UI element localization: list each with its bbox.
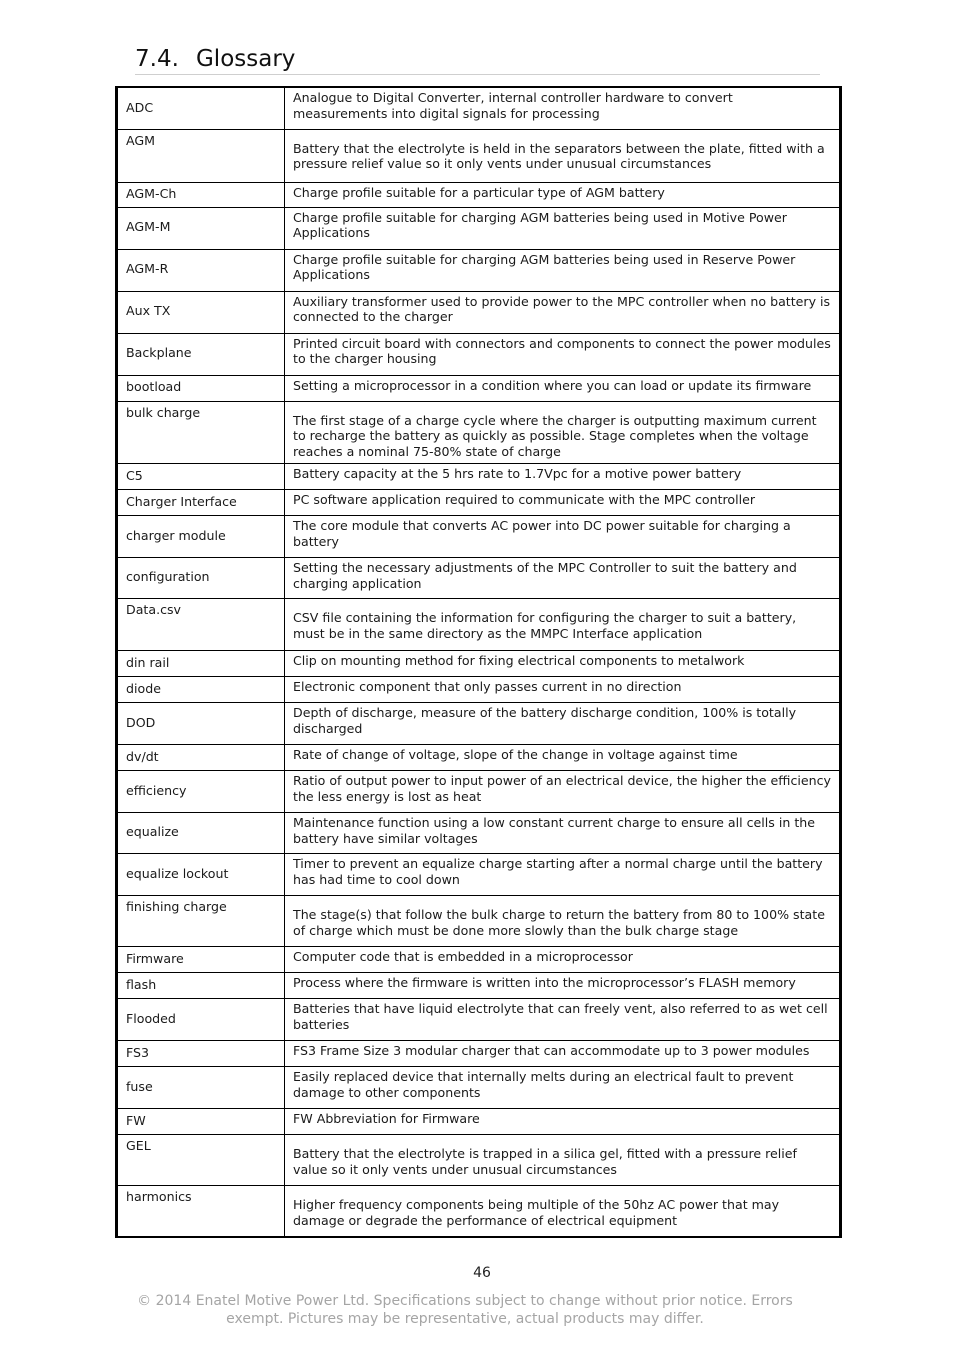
glossary-term: C5 — [117, 464, 285, 490]
section-heading — [135, 44, 820, 75]
glossary-row — [117, 1067, 841, 1109]
glossary-definition: The core module that converts AC power into DC power suitable for charging a battery — [285, 516, 841, 558]
glossary-row — [117, 291, 841, 333]
glossary-definition: Easily replaced device that internally melts during an electrical fault to prevent damage to other components — [285, 1067, 841, 1109]
glossary-row — [117, 207, 841, 249]
section-title: Glossary — [195, 46, 296, 72]
glossary-term: GEL — [117, 1135, 285, 1186]
glossary-definition: Rate of change of voltage, slope of the change in voltage against time — [285, 745, 841, 771]
glossary-row — [117, 558, 841, 599]
glossary-row — [117, 464, 841, 490]
glossary-term: efficiency — [117, 771, 285, 813]
glossary-definition: Batteries that have liquid electrolyte that can freely vent, also referred to as wet cell batteries — [285, 999, 841, 1041]
glossary-definition: Maintenance function using a low constant current charge to ensure all cells in the battery have similar voltages — [285, 813, 841, 854]
glossary-definition: Timer to prevent an equalize charge starting after a normal charge until the battery has had time to cool down — [285, 854, 841, 896]
glossary-row — [117, 703, 841, 745]
glossary-row — [117, 1109, 841, 1135]
glossary-row — [117, 599, 841, 651]
glossary-definition: Computer code that is embedded in a microprocessor — [285, 947, 841, 973]
glossary-row — [117, 249, 841, 291]
glossary-term: din rail — [117, 651, 285, 677]
glossary-definition: Printed circuit board with connectors and components to connect the power modules to the charger housing — [285, 333, 841, 375]
glossary-row — [117, 745, 841, 771]
glossary-term: equalize — [117, 813, 285, 854]
glossary-table-body — [117, 87, 841, 1237]
glossary-row — [117, 771, 841, 813]
glossary-definition: FW Abbreviation for Firmware — [285, 1109, 841, 1135]
glossary-definition: Setting the necessary adjustments of the MPC Controller to suit the battery and charging application — [285, 558, 841, 599]
glossary-row — [117, 999, 841, 1041]
footer-line-2: exempt. Pictures may be representative, actual products may differ. — [226, 1311, 704, 1327]
glossary-term: Charger Interface — [117, 490, 285, 516]
glossary-term: bootload — [117, 375, 285, 401]
glossary-term: equalize lockout — [117, 854, 285, 896]
glossary-term: harmonics — [117, 1186, 285, 1237]
glossary-term: DOD — [117, 703, 285, 745]
glossary-term: bulk charge — [117, 401, 285, 464]
glossary-definition: Charge profile suitable for a particular type of AGM battery — [285, 182, 841, 207]
glossary-row — [117, 896, 841, 947]
glossary-row — [117, 677, 841, 703]
glossary-row — [117, 973, 841, 999]
glossary-term: AGM — [117, 129, 285, 182]
glossary-definition: PC software application required to communicate with the MPC controller — [285, 490, 841, 516]
glossary-row — [117, 1041, 841, 1067]
glossary-definition: Battery capacity at the 5 hrs rate to 1.7Vpc for a motive power battery — [285, 464, 841, 490]
glossary-term: configuration — [117, 558, 285, 599]
glossary-row — [117, 129, 841, 182]
glossary-term: AGM-M — [117, 207, 285, 249]
glossary-term: dv/dt — [117, 745, 285, 771]
footer-line-1: © 2014 Enatel Motive Power Ltd. Specifications subject to change without prior notice. Errors — [137, 1293, 793, 1309]
glossary-row — [117, 854, 841, 896]
glossary-definition: Ratio of output power to input power of an electrical device, the higher the efficiency the less energy is lost as heat — [285, 771, 841, 813]
section-number: 7.4. — [135, 46, 179, 72]
glossary-term: AGM-R — [117, 249, 285, 291]
glossary-term: Firmware — [117, 947, 285, 973]
glossary-definition: Clip on mounting method for fixing electrical components to metalwork — [285, 651, 841, 677]
glossary-definition: Setting a microprocessor in a condition where you can load or update its firmware — [285, 375, 841, 401]
glossary-row — [117, 375, 841, 401]
glossary-term: flash — [117, 973, 285, 999]
glossary-definition: Battery that the electrolyte is trapped in a silica gel, fitted with a pressure relief value so it only vents under unusual circumstances — [285, 1135, 841, 1186]
glossary-term: charger module — [117, 516, 285, 558]
glossary-row — [117, 813, 841, 854]
copyright-footer — [100, 1292, 830, 1328]
glossary-definition: Higher frequency components being multiple of the 50hz AC power that may damage or degrade the performance of electrical equipment — [285, 1186, 841, 1237]
glossary-definition: Analogue to Digital Converter, internal controller hardware to convert measurements into digital signals for processing — [285, 87, 841, 129]
glossary-row — [117, 947, 841, 973]
glossary-row — [117, 516, 841, 558]
glossary-definition: The first stage of a charge cycle where the charger is outputting maximum current to recharge the battery as quickly as possible. Stage completes when the voltage reaches a nominal 75-80% state of charge — [285, 401, 841, 464]
page-number: 46 — [473, 1265, 491, 1281]
glossary-term: FS3 — [117, 1041, 285, 1067]
glossary-term: AGM-Ch — [117, 182, 285, 207]
glossary-term: Backplane — [117, 333, 285, 375]
glossary-row — [117, 651, 841, 677]
glossary-term: Flooded — [117, 999, 285, 1041]
glossary-term: ADC — [117, 87, 285, 129]
glossary-definition: Battery that the electrolyte is held in the separators between the plate, fitted with a pressure relief value so it only vents under unusual circumstances — [285, 129, 841, 182]
glossary-row — [117, 490, 841, 516]
glossary-definition: Process where the firmware is written into the microprocessor’s FLASH memory — [285, 973, 841, 999]
glossary-definition: Electronic component that only passes current in no direction — [285, 677, 841, 703]
glossary-row — [117, 401, 841, 464]
glossary-row — [117, 87, 841, 129]
glossary-term: fuse — [117, 1067, 285, 1109]
glossary-definition: The stage(s) that follow the bulk charge to return the battery from 80 to 100% state of charge which must be done more slowly than the bulk charge stage — [285, 896, 841, 947]
glossary-row — [117, 1135, 841, 1186]
glossary-definition: Charge profile suitable for charging AGM batteries being used in Reserve Power Applications — [285, 249, 841, 291]
glossary-definition: Depth of discharge, measure of the battery discharge condition, 100% is totally discharged — [285, 703, 841, 745]
glossary-definition: CSV file containing the information for configuring the charger to suit a battery, must be in the same directory as the MMPC Interface application — [285, 599, 841, 651]
glossary-definition: FS3 Frame Size 3 modular charger that can accommodate up to 3 power modules — [285, 1041, 841, 1067]
glossary-definition: Auxiliary transformer used to provide power to the MPC controller when no battery is connected to the charger — [285, 291, 841, 333]
glossary-table — [115, 86, 842, 1238]
glossary-term: Aux TX — [117, 291, 285, 333]
glossary-term: diode — [117, 677, 285, 703]
glossary-definition: Charge profile suitable for charging AGM batteries being used in Motive Power Applications — [285, 207, 841, 249]
glossary-term: finishing charge — [117, 896, 285, 947]
glossary-term: FW — [117, 1109, 285, 1135]
glossary-term: Data.csv — [117, 599, 285, 651]
glossary-row — [117, 182, 841, 207]
glossary-row — [117, 1186, 841, 1237]
glossary-row — [117, 333, 841, 375]
